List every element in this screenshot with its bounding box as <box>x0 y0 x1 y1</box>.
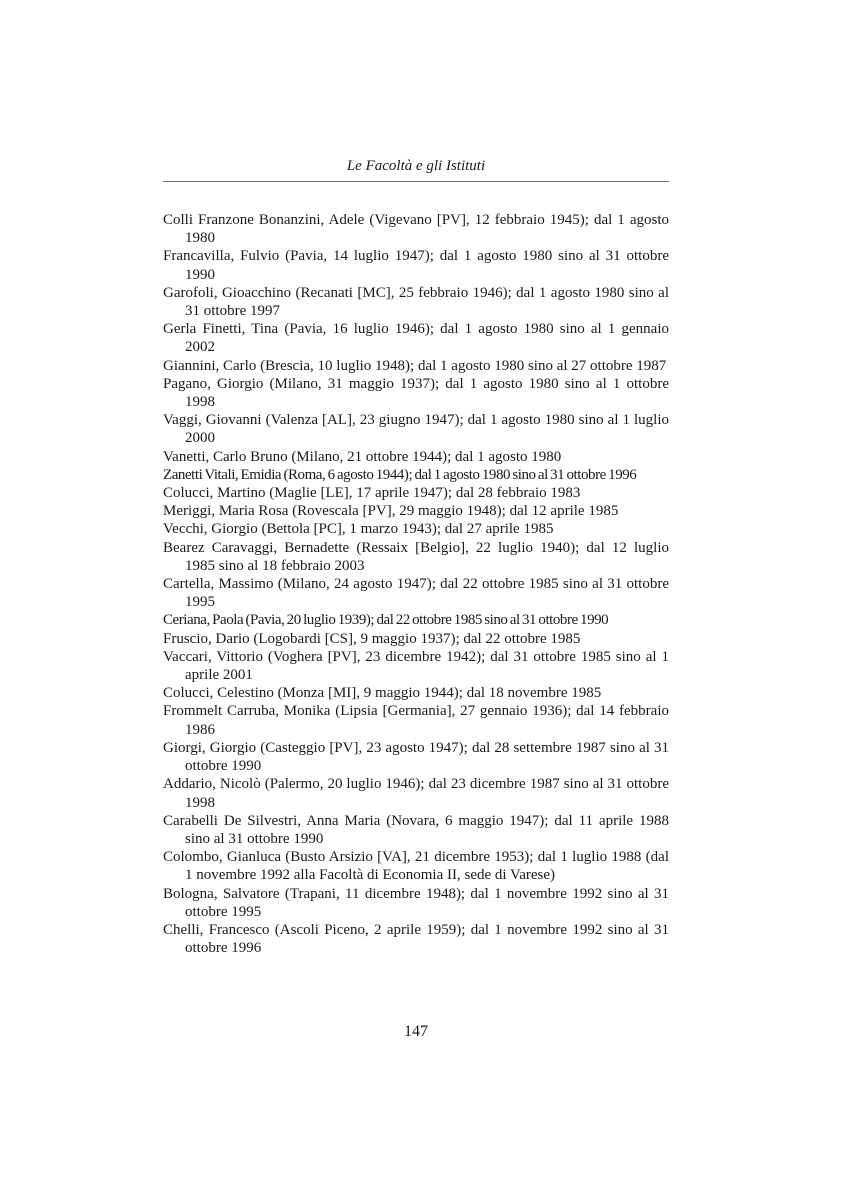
header-rule <box>163 181 669 182</box>
list-item: Addario, Nicolò (Palermo, 20 luglio 1946); dal 23 dicembre 1987 sino al 31 ottobre 1998 <box>163 776 669 811</box>
page-number: 147 <box>404 1023 428 1040</box>
list-item: Pagano, Giorgio (Milano, 31 maggio 1937); dal 1 agosto 1980 sino al 1 ottobre 1998 <box>163 375 669 411</box>
list-item: Colucci, Celestino (Monza [MI], 9 maggio 1944); dal 18 novembre 1985 <box>163 685 602 702</box>
list-item: Fruscio, Dario (Logobardi [CS], 9 maggio 1937); dal 22 ottobre 1985 <box>163 630 581 647</box>
list-item: Giorgi, Giorgio (Casteggio [PV], 23 agosto 1947); dal 28 settembre 1987 sino al 31 ottobre 1990 <box>163 739 669 775</box>
list-item: Vaggi, Giovanni (Valenza [AL], 23 giugno 1947); dal 1 agosto 1980 sino al 1 luglio 2000 <box>163 412 669 447</box>
list-item: Colombo, Gianluca (Busto Arsizio [VA], 21 dicembre 1953); dal 1 luglio 1988 (dal 1 novembre 1992 alla Facoltà di Economia II, sede di Varese) <box>163 849 669 884</box>
list-item: Cartella, Massimo (Milano, 24 agosto 1947); dal 22 ottobre 1985 sino al 31 ottobre 1995 <box>163 576 669 611</box>
list-item: Gerla Finetti, Tina (Pavia, 16 luglio 1946); dal 1 agosto 1980 sino al 1 gennaio 2002 <box>163 321 669 356</box>
list-item: Vecchi, Giorgio (Bettola [PC], 1 marzo 1943); dal 27 aprile 1985 <box>163 521 554 538</box>
list-item: Meriggi, Maria Rosa (Rovescala [PV], 29 maggio 1948); dal 12 aprile 1985 <box>163 503 619 520</box>
list-item: Francavilla, Fulvio (Pavia, 14 luglio 1947); dal 1 agosto 1980 sino al 31 ottobre 1990 <box>163 248 669 283</box>
list-item: Colli Franzone Bonanzini, Adele (Vigevano [PV], 12 febbraio 1945); dal 1 agosto 1980 <box>163 212 669 247</box>
list-item: Garofoli, Gioacchino (Recanati [MC], 25 febbraio 1946); dal 1 agosto 1980 sino al 31 ottobre 1997 <box>163 284 669 320</box>
list-item: Ceriana, Paola (Pavia, 20 luglio 1939); dal 22 ottobre 1985 sino al 31 ottobre 1990 <box>163 612 609 629</box>
faculty-entries-list <box>163 211 669 957</box>
list-item: Vaccari, Vittorio (Voghera [PV], 23 dicembre 1942); dal 31 ottobre 1985 sino al 1 aprile 2001 <box>163 648 669 684</box>
list-item: Bearez Caravaggi, Bernadette (Ressaix [Belgio], 22 luglio 1940); dal 12 luglio 1985 sino al 18 febbraio 2003 <box>163 539 669 574</box>
list-item: Bologna, Salvatore (Trapani, 11 dicembre 1948); dal 1 novembre 1992 sino al 31 ottobre 1995 <box>163 885 669 920</box>
list-item: Colucci, Martino (Maglie [LE], 17 aprile 1947); dal 28 febbraio 1983 <box>163 485 581 502</box>
list-item: Chelli, Francesco (Ascoli Piceno, 2 aprile 1959); dal 1 novembre 1992 sino al 31 ottobre 1996 <box>163 921 669 957</box>
list-item: Zanetti Vitali, Emidia (Roma, 6 agosto 1944); dal 1 agosto 1980 sino al 31 ottobre 1996 <box>163 466 637 483</box>
list-item: Giannini, Carlo (Brescia, 10 luglio 1948); dal 1 agosto 1980 sino al 27 ottobre 1987 <box>163 357 667 374</box>
running-title: Le Facoltà e gli Istituti <box>346 158 486 174</box>
list-item: Vanetti, Carlo Bruno (Milano, 21 ottobre 1944); dal 1 agosto 1980 <box>163 448 562 465</box>
list-item: Frommelt Carruba, Monika (Lipsia [Germania], 27 gennaio 1936); dal 14 febbraio 1986 <box>163 703 669 738</box>
list-item: Carabelli De Silvestri, Anna Maria (Novara, 6 maggio 1947); dal 11 aprile 1988 sino al 31 ottobre 1990 <box>163 812 669 847</box>
